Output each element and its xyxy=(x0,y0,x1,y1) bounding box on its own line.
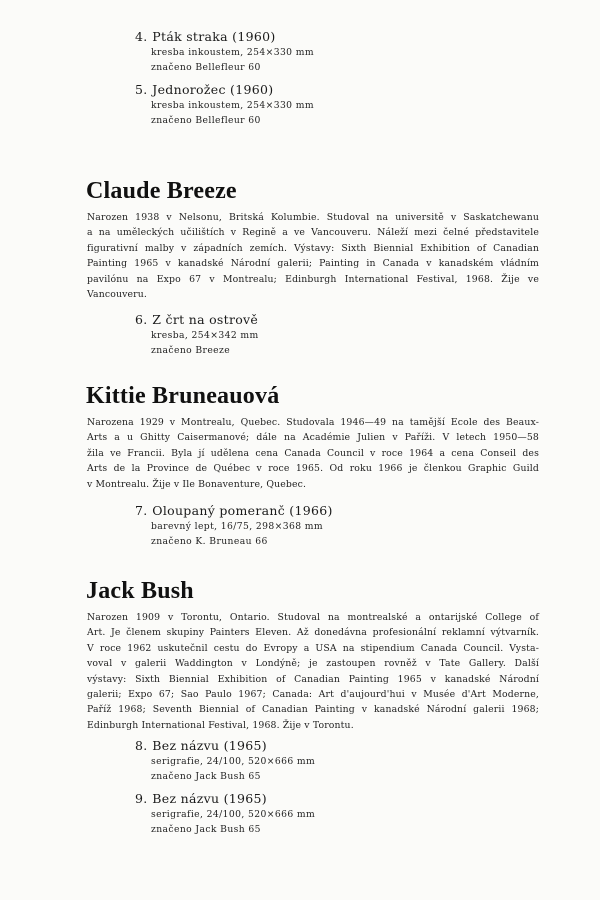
artwork-number: 5. xyxy=(135,82,148,97)
artwork-signature: značeno Jack Bush 65 xyxy=(151,824,261,835)
bio-line: Painting 1965 v kanadské Národní galerii; Painting in Canada v kanadském vládním xyxy=(87,258,539,270)
artwork-title: Bez názvu (1965) xyxy=(152,791,267,806)
artwork-entry xyxy=(135,312,259,358)
artwork-number: 9. xyxy=(135,791,148,806)
artwork-medium: kresba inkoustem, 254×330 mm xyxy=(151,100,314,111)
artwork-title-line xyxy=(135,29,314,45)
artwork-title: Z črt na ostrově xyxy=(152,312,259,327)
bio-line: Arts a u Ghitty Caisermanové; dále na Académie Julien v Paříži. V letech 1950—58 xyxy=(87,432,539,444)
artwork-entry xyxy=(135,82,314,128)
artwork-number: 7. xyxy=(135,503,148,518)
bio-line: a na uměleckých učilištích v Regině a ve Vancouveru. Náleží mezi čelné představitele xyxy=(87,227,539,239)
artwork-entry xyxy=(135,738,315,784)
artwork-medium: kresba inkoustem, 254×330 mm xyxy=(151,47,314,58)
bio-line: figurativní malby v západních zemích. Výstavy: Sixth Biennial Exhibition of Canadian xyxy=(87,242,539,254)
artist-heading: Jack Bush xyxy=(86,578,194,604)
bio-line: žila ve Francii. Byla jí udělena cena Canada Council v roce 1964 a cena Conseil des xyxy=(87,447,539,459)
artwork-entry xyxy=(135,29,314,75)
bio-line: Narozen 1938 v Nelsonu, Britská Kolumbie. Studoval na universitě v Saskatchewanu xyxy=(87,212,539,223)
bio-line: pavilónu na Expo 67 v Montrealu; Edinburgh International Festival, 1968. Žije ve xyxy=(87,273,539,285)
artwork-entry xyxy=(135,503,333,549)
bio-line: Edinburgh International Festival, 1968. Žije v Torontu. xyxy=(87,719,354,731)
artwork-title: Pták straka (1960) xyxy=(152,29,276,44)
artist-heading: Kittie Bruneauová xyxy=(86,383,280,409)
artwork-signature: značeno Jack Bush 65 xyxy=(151,771,261,782)
artwork-title-line xyxy=(135,312,259,328)
artwork-medium: barevný lept, 16/75, 298×368 mm xyxy=(151,521,324,532)
artwork-number: 8. xyxy=(135,738,148,753)
artwork-title-line xyxy=(135,791,315,807)
bio-line: Art. Je členem skupiny Painters Eleven. Až donedávna profesionální reklamní výtvarník. xyxy=(87,627,539,639)
artwork-number: 6. xyxy=(135,312,148,327)
bio-line: voval v galerii Waddington v Londýně; je zastoupen rovněž v Tate Gallery. Další xyxy=(87,658,539,670)
artwork-signature: značeno Breeze xyxy=(151,345,231,356)
bio-line: v Montrealu. Žije v Ile Bonaventure, Quebec. xyxy=(87,478,307,490)
artwork-medium: serigrafie, 24/100, 520×666 mm xyxy=(151,756,316,767)
artwork-signature: značeno Bellefleur 60 xyxy=(151,115,261,126)
artwork-title-line xyxy=(135,82,314,98)
artwork-title-line xyxy=(135,738,315,754)
bio-line: V roce 1962 uskutečnil cestu do Evropy a USA na stipendium Canada Council. Vysta- xyxy=(87,642,539,654)
artwork-title: Oloupaný pomeranč (1966) xyxy=(152,503,333,518)
bio-line: Narozen 1909 v Torontu, Ontario. Studoval na montrealské a ontarijské College of xyxy=(87,612,539,623)
artwork-medium: kresba, 254×342 mm xyxy=(151,330,259,341)
artwork-number: 4. xyxy=(135,29,148,44)
artist-bio xyxy=(87,415,539,492)
artwork-signature: značeno K. Bruneau 66 xyxy=(151,536,268,547)
artist-heading: Claude Breeze xyxy=(86,178,237,204)
artwork-title: Bez názvu (1965) xyxy=(152,738,267,753)
artwork-entry xyxy=(135,791,315,837)
artist-bio xyxy=(87,210,539,302)
bio-line: Arts de la Province de Québec v roce 1965. Od roku 1966 je členkou Graphic Guild xyxy=(87,463,539,475)
bio-line: Narozena 1929 v Montrealu, Quebec. Studovala 1946—49 na tamější Ecole des Beaux- xyxy=(87,417,539,428)
bio-line: výstavy: Sixth Biennial Exhibition of Canadian Painting 1965 v kanadské Národní xyxy=(87,673,539,685)
bio-line: galerii; Expo 67; Sao Paulo 1967; Canada: Art d'aujourd'hui v Musée d'Art Moderne, xyxy=(87,689,539,701)
bio-line: Paříž 1968; Seventh Biennial of Canadian Painting v kanadské Národní galerii 1968; xyxy=(87,704,539,716)
artwork-signature: značeno Bellefleur 60 xyxy=(151,62,261,73)
bio-line: Vancouveru. xyxy=(87,289,147,301)
artwork-title-line xyxy=(135,503,333,519)
artwork-title: Jednorožec (1960) xyxy=(152,82,274,97)
artist-bio xyxy=(87,610,539,733)
artwork-medium: serigrafie, 24/100, 520×666 mm xyxy=(151,809,316,820)
